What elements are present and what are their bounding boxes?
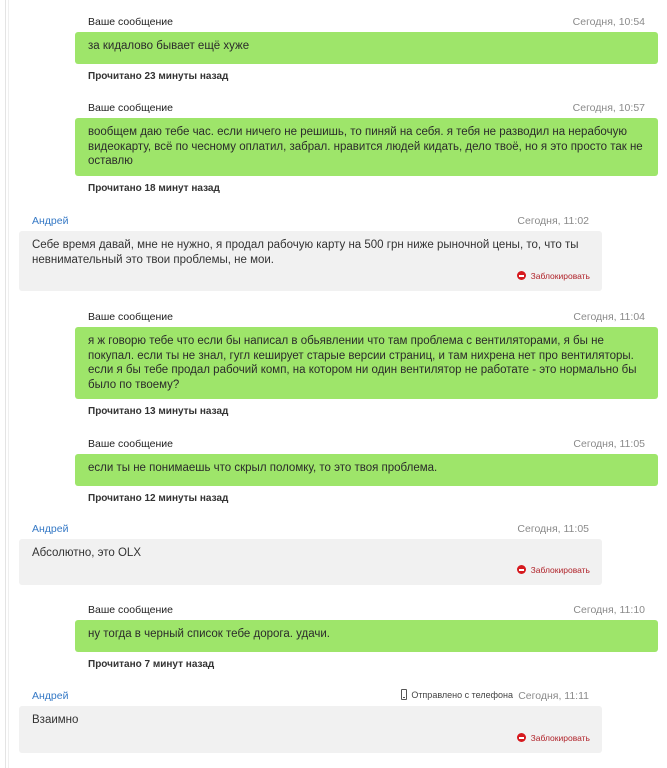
- message-mine: [75, 100, 658, 194]
- message-mine: [75, 436, 658, 504]
- timestamp: Сегодня, 11:02: [517, 215, 589, 227]
- read-status: Прочитано 18 минут назад: [88, 183, 220, 194]
- timestamp: Сегодня, 11:05: [573, 438, 645, 450]
- message-theirs: [19, 521, 602, 585]
- message-bubble: я ж говорю тебе что если бы написал в обьявлении что там проблема с вентиляторами, я бы не покупал. если ты не знал, гугл кеширует старые версии страниц, и там нихрена нет про вентиляторы. если я бы тебе продал рабочий комп, на котором ни один вентилятор не работате - это нормально бы было по твоему?: [75, 327, 658, 399]
- sender-label: Ваше сообщение: [88, 438, 173, 450]
- message-bubble: [19, 539, 602, 585]
- message-bubble: за кидалово бывает ещё хуже: [75, 32, 658, 64]
- message-theirs: [19, 213, 602, 291]
- message-text: Абсолютно, это OLX: [32, 547, 141, 559]
- message-theirs: [19, 688, 602, 753]
- sender-link[interactable]: Андрей: [32, 690, 69, 702]
- block-user-button[interactable]: [517, 731, 590, 746]
- block-user-button[interactable]: [517, 269, 590, 284]
- sender-label: Ваше сообщение: [88, 102, 173, 114]
- block-label: Заблокировать: [530, 564, 590, 575]
- timestamp: Сегодня, 11:05: [517, 523, 589, 535]
- message-bubble: вообщем даю тебе час. если ничего не решишь, то пиняй на себя. я тебя не разводил на нерабочую видеокарту, всё по чесному оплатил, забрал. нравится людей кидать, дело твоё, но я это просто так не оставлю: [75, 118, 658, 176]
- message-mine: [75, 14, 658, 82]
- block-label: Заблокировать: [530, 270, 590, 281]
- message-text: Себе время давай, мне не нужно, я продал рабочую карту на 500 грн ниже рыночной цены, то, что ты невнимательный это твои проблемы, не мои.: [32, 239, 579, 266]
- message-meta: [19, 521, 602, 539]
- block-label: Заблокировать: [530, 732, 590, 743]
- sent-from-phone: [401, 689, 513, 700]
- timestamp: Сегодня, 11:10: [573, 604, 645, 616]
- left-border-inner: [8, 0, 9, 768]
- message-text: Взаимно: [32, 714, 79, 726]
- timestamp: Сегодня, 10:54: [572, 16, 645, 28]
- timestamp: Сегодня, 11:04: [573, 311, 645, 323]
- message-meta: [75, 100, 658, 118]
- message-meta: [75, 436, 658, 454]
- message-meta: [75, 309, 658, 327]
- block-user-button[interactable]: [517, 563, 590, 578]
- sender-link[interactable]: Андрей: [32, 215, 69, 227]
- phone-icon: [401, 689, 407, 700]
- message-bubble: если ты не понимаешь что скрыл поломку, то это твоя проблема.: [75, 454, 658, 486]
- sender-label: Ваше сообщение: [88, 604, 173, 616]
- timestamp: Сегодня, 11:11: [518, 690, 589, 702]
- message-bubble: [19, 706, 602, 753]
- message-bubble: ну тогда в черный список тебе дорога. удачи.: [75, 620, 658, 652]
- sender-label: Ваше сообщение: [88, 311, 173, 323]
- sender-label: Ваше сообщение: [88, 16, 173, 28]
- read-status: Прочитано 12 минуты назад: [88, 493, 229, 504]
- read-status: Прочитано 13 минуты назад: [88, 406, 229, 417]
- sent-from-phone-label: Отправлено с телефона: [411, 689, 513, 700]
- message-meta: [19, 213, 602, 231]
- read-status: Прочитано 7 минут назад: [88, 659, 215, 670]
- message-bubble: [19, 231, 602, 291]
- sender-link[interactable]: Андрей: [32, 523, 69, 535]
- message-mine: [75, 602, 658, 670]
- message-meta: [75, 602, 658, 620]
- block-icon: [517, 733, 526, 742]
- left-border: [5, 0, 6, 768]
- block-icon: [517, 565, 526, 574]
- message-meta: [19, 688, 602, 706]
- read-status: Прочитано 23 минуты назад: [88, 71, 229, 82]
- timestamp: Сегодня, 10:57: [572, 102, 645, 114]
- message-meta: [75, 14, 658, 32]
- message-mine: [75, 309, 658, 417]
- block-icon: [517, 271, 526, 280]
